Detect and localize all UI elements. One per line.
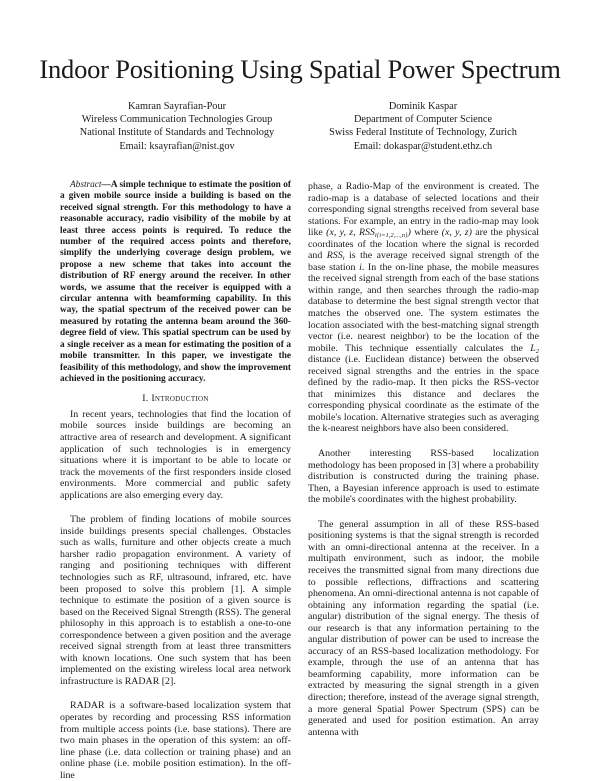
math-text: ): [407, 227, 411, 239]
abstract-label: Abstract: [70, 180, 102, 190]
paragraph: Another interesting RSS-based localization methodology has been proposed in [3] where a probability distribution is constructed during the training phase. Then, a Bayesian inference approach is used to estimate the mobile's coordinates with the highest probability.: [308, 448, 539, 506]
paragraph: [308, 181, 539, 435]
author-name: Kamran Sayrafian-Pour: [127, 101, 227, 112]
math-text: (x, y, z, RSS: [326, 227, 375, 239]
paper-title: Indoor Positioning Using Spatial Power Spectrum: [39, 54, 561, 84]
section-heading: I. Introduction: [142, 393, 209, 405]
left-column: [60, 180, 291, 781]
paragraph: The general assumption in all of these RSS-based positioning systems is that the signal strength is recorded with an omni-directional antenna at the receiver. In a multipath environment, such as indoor, the mobile receives the transmitted signal from many directions due to possible reflections, diffractions and scattering phenomena. An omni-directional antenna is not capable of obtaining any information regarding the spatial (i.e. angular) distribution of the signal energy. The thesis of our research is that any information pertaining to the angular distribution of power can be used to increase the accuracy of an RSS-based localization methodology. For example, through the use of an antenna that has beamforming capability, more information can be extracted by measuring the signal strength in a given direction; therefore, instead of the average signal strength, a more general Spatial Power Spectrum (SPS) can be generated and used for position estimation. An array antenna with: [308, 518, 539, 738]
math: [327, 250, 345, 261]
math-text: RSS: [326, 250, 343, 262]
author-block-2: [293, 100, 553, 153]
author-name: Dominik Kaspar: [388, 101, 458, 112]
author-affiliation: Swiss Federal Institute of Technology, Zurich: [329, 127, 517, 139]
abstract-text: —A simple technique to estimate the position of a given mobile source inside a building is based on the received signal strength. For this methodology to have a reasonable accuracy, radio visibility of the mobile by at least three access points is required. To reduce the number of the required access points and therefore, simplify the underlying coverage design problem, we propose a new scheme that takes into account the distribution of RF energy around the receiver. In other words, we assume that the receiver is equipped with a circular antenna with beamforming capability. In this way, the spatial spectrum of the received power can be measured by rotating the antenna beam around the 360-degree field of view. This spatial spectrum can be used by a single receiver as a mean for estimating the position of a mobile transmitter. In this paper, we investigate the feasibility of this methodology, and show the improvement achieved in the positioning accuracy.: [60, 180, 291, 384]
right-column: [308, 181, 539, 738]
text: distance (i.e. Euclidean distance) between the observed received signal strengths and the entries in the space defined by the radio-map. It then picks the RSS-vector that minimizes this distance and declares the corresponding physical coordinate as the estimate of the mobile's location. Alternative strategies such as averaging the k-nearest neighbors have also been considered.: [308, 354, 539, 435]
author-affiliation: National Institute of Standards and Technology: [79, 127, 275, 139]
text: . In the on-line phase, the mobile measures the received signal strength from each of the base stations within range, and then searches through the radio-map database to determine the best signal strength vector that matches the observed one. The system estimates the location associated with the best-matching signal strength vector (i.e. nearest neighbor) to be the location of the mobile. This technique essentially calculates the: [308, 261, 539, 354]
math-sub: 2: [535, 347, 539, 355]
paragraph: RADAR is a software-based localization system that operates by recording and processing RSS information from multiple access points (i.e. base stations). There are two main phases in the operation of this system: an off-line phase (i.e. data collection or training phase) and an online phase (i.e. mobile position estimation). In the off-line: [60, 700, 291, 781]
math: [530, 343, 539, 354]
author-block-1: [47, 100, 307, 153]
math-text: L: [530, 342, 536, 354]
math: i: [359, 261, 362, 273]
text: where: [410, 227, 442, 239]
text: is the average received signal strength of the base station: [308, 250, 539, 273]
paragraph: In recent years, technologies that find the location of mobile sources inside buildings are becoming an attractive area of research and development. A significant application of such technologies is in emergency situations where it is important to be able to locate or track the movements of the first responders inside closed environments. More commercial and public safety applications are also emerging every day.: [60, 408, 291, 501]
math: (x, y, z): [441, 227, 472, 239]
math: [326, 227, 411, 238]
author-email: Email: ksayrafian@nist.gov: [119, 140, 235, 152]
text: phase, a Radio-Map of the environment is created. The radio-map is a database of selected locations and their corresponding signal strengths received from several base stations. For example, an entry in the radio-map may look like: [308, 181, 539, 239]
math-sub: i: [342, 255, 345, 263]
abstract: [60, 180, 291, 385]
author-affiliation: Department of Computer Science: [353, 114, 493, 126]
author-affiliation: Wireless Communication Technologies Group: [81, 114, 273, 126]
author-email: Email: dokaspar@student.ethz.ch: [353, 140, 493, 152]
math-sub: i{i=1,2,...,n}: [374, 232, 408, 240]
text: are the physical coordinates of the location where the signal is recorded and: [308, 227, 539, 262]
paragraph: The problem of finding locations of mobile sources inside buildings presents special challenges. Obstacles such as walls, furniture and other objects create a much harsher radio propagation environment. A variety of ranging and positioning techniques with different technologies such as RF, ultrasound, infrared, etc. have been proposed to solve this problem [1]. A simple technique to estimate the position of a given source is based on the Received Signal Strength (RSS). The general philosophy in this approach is to establish a one-to-one correspondence between a given position and the average received signal strength from at least three transmitters with known locations. One such system that has been implemented on the existing wireless local area network infrastructure is RADAR [2].: [60, 514, 291, 687]
